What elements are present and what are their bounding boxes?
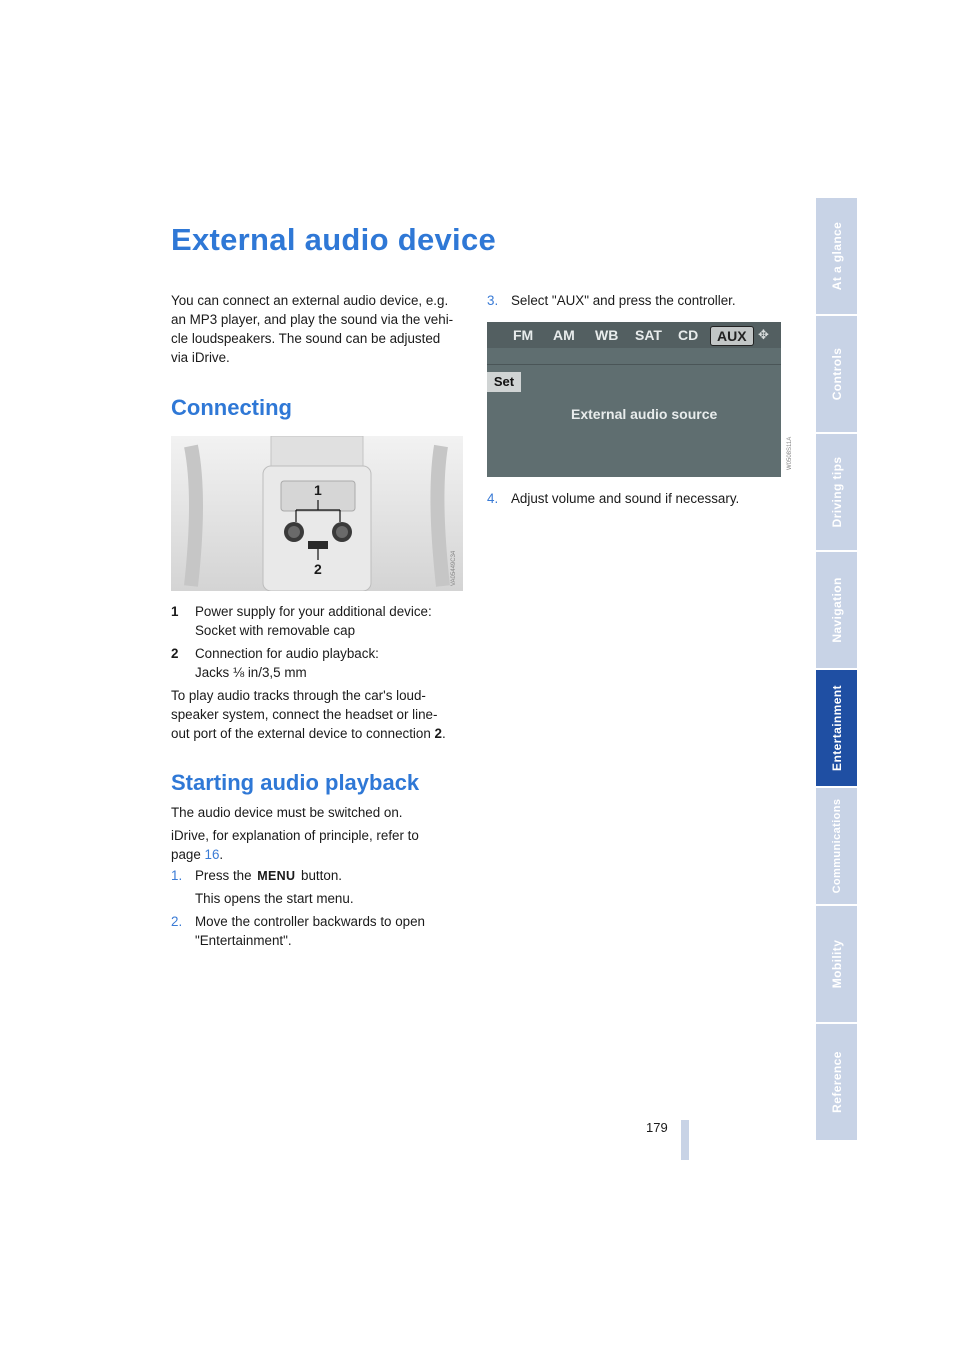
intro-line-2: an MP3 player, and play the sound via the vehi- (171, 312, 454, 327)
callout-2: 2 (314, 561, 322, 577)
tab-navigation[interactable]: Navigation (816, 552, 857, 670)
callout-1: 1 (314, 482, 322, 498)
page-number: 179 (646, 1120, 668, 1135)
page-number-bar (681, 1120, 689, 1160)
tab-reference[interactable]: Reference (816, 1024, 857, 1142)
step-4: 4. Adjust volume and sound if necessary. (487, 491, 740, 506)
menu-aux[interactable]: AUX (710, 326, 754, 346)
intro-line-4: via iDrive. (171, 350, 230, 365)
tab-entertainment[interactable]: Entertainment (816, 670, 857, 788)
step-3: 3. Select "AUX" and press the controller. (487, 293, 736, 308)
set-button[interactable]: Set (487, 372, 521, 392)
connecting-heading: Connecting (171, 395, 292, 420)
starting-p2-line2: page 16. (171, 847, 224, 862)
starting-p1: The audio device must be switched on. (171, 805, 403, 820)
idrive-screen (487, 322, 781, 477)
starting-p2-line1: iDrive, for explanation of principle, refer to (171, 828, 419, 843)
tab-communications[interactable]: Communications (816, 788, 857, 906)
item-1: 1 Power supply for your additional device: Socket with removable cap (171, 604, 432, 638)
item-2: 2 Connection for audio playback: Jacks ⅛ in/3,5 mm (171, 646, 379, 680)
connecting-body-2: speaker system, connect the headset or line- (171, 707, 438, 722)
connecting-body-1: To play audio tracks through the car's loud- (171, 688, 426, 703)
figure-code: VA05449C34 (451, 550, 457, 586)
tab-driving-tips[interactable]: Driving tips (816, 434, 857, 552)
menu-fm[interactable]: FM (513, 327, 534, 343)
menu-wb[interactable]: WB (595, 327, 619, 343)
starting-heading: Starting audio playback (171, 770, 420, 795)
tab-controls[interactable]: Controls (816, 316, 857, 434)
intro-line-1: You can connect an external audio device, e.g. (171, 293, 449, 308)
screen-code: W0508S11A (787, 436, 793, 470)
tab-at-a-glance[interactable]: At a glance (816, 198, 857, 316)
page-link-16[interactable]: 16 (204, 847, 220, 862)
connecting-body-3: out port of the external device to connection 2. (171, 726, 446, 741)
menu-key-icon: MENU (257, 869, 296, 883)
menu-sat[interactable]: SAT (635, 327, 662, 343)
step-1: 1. Press the MENU button. This opens the start menu. (171, 868, 354, 906)
menu-cd[interactable]: CD (678, 327, 699, 343)
tab-mobility[interactable]: Mobility (816, 906, 857, 1024)
menu-am[interactable]: AM (553, 327, 575, 343)
intro-line-3: cle loudspeakers. The sound can be adjusted (171, 331, 441, 346)
step-2: 2. Move the controller backwards to open "Entertainment". (171, 914, 425, 948)
direction-arrows-icon: ✥ (758, 327, 769, 342)
connecting-figure (171, 436, 463, 591)
chapter-sidebar (816, 198, 857, 1142)
page-title: External audio device (171, 222, 497, 257)
screen-label: External audio source (571, 406, 718, 422)
